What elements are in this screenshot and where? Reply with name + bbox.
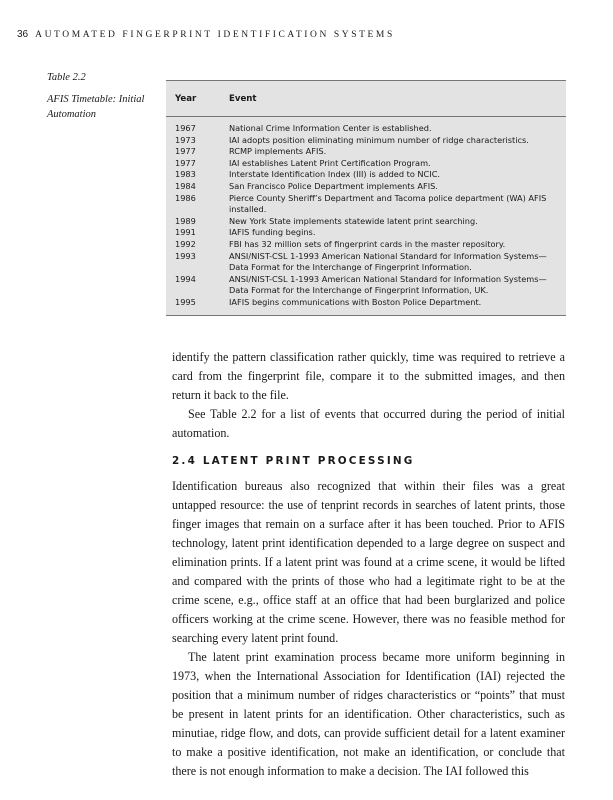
row-year: 1995	[175, 296, 196, 307]
running-title: AUTOMATED FINGERPRINT IDENTIFICATION SYSTEMS	[35, 30, 395, 40]
table-row	[166, 216, 566, 228]
table-caption-title: AFIS Timetable: Initial Automation	[47, 94, 145, 120]
paragraph: identify the pattern classification rather quickly, time was required to retrieve a card from the fingerprint file, compare it to the submitted images, and then return it back to the file.	[172, 350, 565, 402]
row-year: 1991	[175, 227, 196, 238]
table-row	[166, 135, 566, 147]
row-year: 1992	[175, 238, 196, 249]
row-event: IAI adopts position eliminating minimum number of ridge characteristics.	[229, 134, 529, 145]
table-row	[166, 251, 566, 274]
row-year: 1973	[175, 134, 196, 145]
row-event: ANSI/NIST-CSL 1-1993 American National Standard for Information Systems—Data Format for the Interchange of Fingerprint Information.	[229, 250, 547, 273]
body-text-lower	[172, 477, 565, 781]
table-row	[166, 193, 566, 216]
page-number: 36	[17, 29, 29, 40]
row-event: Interstate Identification Index (III) is added to NCIC.	[229, 169, 441, 180]
row-year: 1993	[175, 250, 196, 261]
row-event: RCMP implements AFIS.	[229, 146, 327, 157]
table-row	[166, 146, 566, 158]
row-event: IAI establishes Latent Print Certification Program.	[229, 157, 431, 168]
paragraph: Identification bureaus also recognized that within their files was a great untapped resource: the use of tenprint records in searches of latent prints, those finger images that remain on a surface after it has been touched. Prior to AFIS technology, latent print identification depended to a large degree on suspect and elimination prints. If a latent print was found at a crime scene, it would be lifted and compared with the prints of those who had a legitimate right to be at the crime scene, e.g., office staff at an office that had been burglarized and police officers working at the crime scene. However, there was no feasible method for searching every latent print found.	[172, 479, 565, 645]
running-head	[17, 29, 395, 40]
afis-timetable	[166, 80, 566, 316]
row-year: 1986	[175, 192, 196, 203]
table-caption-label: Table 2.2	[47, 72, 86, 83]
row-year: 1967	[175, 123, 196, 133]
row-event: New York State implements statewide latent print searching.	[229, 215, 478, 226]
column-header-year: Year	[175, 93, 197, 104]
body-text-upper	[172, 348, 565, 443]
table-row	[166, 239, 566, 251]
paragraph: See Table 2.2 for a list of events that occurred during the period of initial automation.	[172, 407, 565, 440]
row-year: 1977	[175, 157, 196, 168]
row-year: 1989	[175, 215, 196, 226]
table-caption	[47, 70, 159, 122]
section-heading: 2.4 LATENT PRINT PROCESSING	[172, 455, 415, 467]
table-row	[166, 181, 566, 193]
row-year: 1994	[175, 273, 196, 284]
table-row	[166, 169, 566, 181]
table-row	[166, 158, 566, 170]
table-header-row	[166, 80, 566, 116]
table-row	[166, 297, 566, 309]
paragraph: The latent print examination process became more uniform beginning in 1973, when the International Association for Identification (IAI) rejected the position that a minimum number of ridges characteristics or “points” that must be present in latent prints for an identification. Other characteristics, such as minutiae, ridge flow, and dots, can provide sufficient detail for a latent examiner to make a positive identification, not make an identification, or conclude that there is not enough information to make a decision. The IAI followed this	[172, 650, 565, 778]
row-event: Pierce County Sheriff’s Department and Tacoma police department (WA) AFIS installed.	[229, 192, 547, 215]
table-row	[166, 123, 566, 135]
row-year: 1984	[175, 180, 196, 191]
table-body	[166, 116, 566, 316]
row-event: ANSI/NIST-CSL 1-1993 American National Standard for Information Systems—Data Format for the Interchange of Fingerprint Information, UK.	[229, 273, 547, 296]
row-year: 1983	[175, 169, 196, 180]
row-event: San Francisco Police Department implements AFIS.	[229, 180, 438, 191]
row-event: National Crime Information Center is established.	[229, 123, 432, 133]
row-event: FBI has 32 million sets of fingerprint cards in the master repository.	[229, 238, 506, 249]
column-header-event: Event	[229, 93, 257, 104]
row-year: 1977	[175, 146, 196, 157]
row-event: IAFIS funding begins.	[229, 227, 316, 238]
row-event: IAFIS begins communications with Boston Police Department.	[229, 296, 482, 307]
table-row	[166, 274, 566, 297]
table-row	[166, 227, 566, 239]
